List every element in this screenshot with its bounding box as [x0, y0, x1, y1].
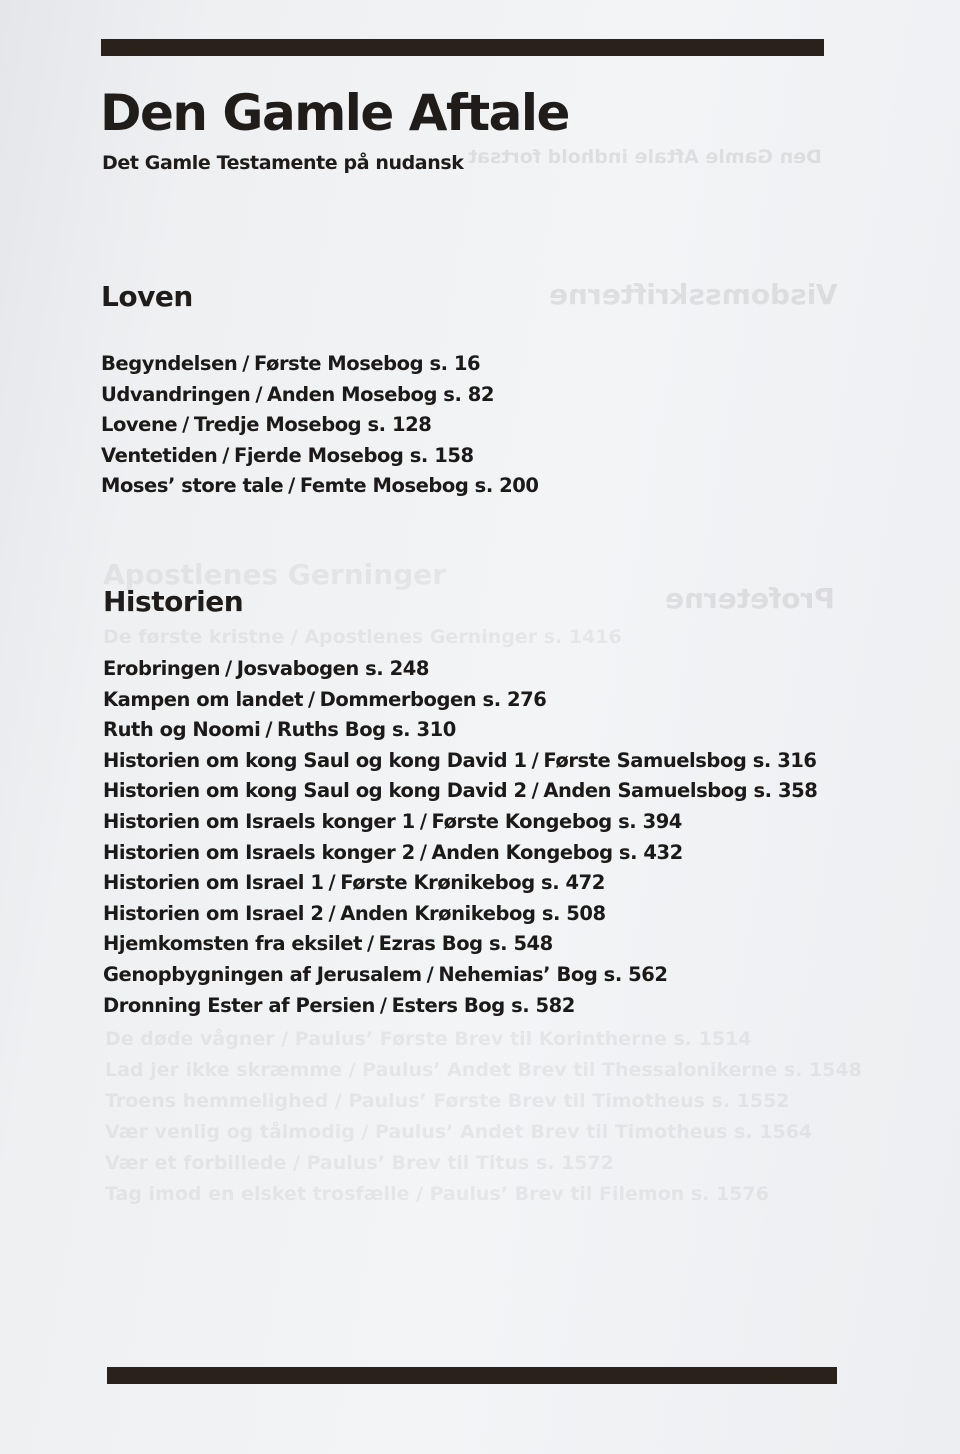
toc-entry — [101, 471, 538, 502]
show-through-subtitle: Den Gamle Aftale indhold fortsat — [468, 146, 822, 168]
entry-name: Begyndelsen — [101, 352, 238, 375]
separator: / — [242, 352, 249, 375]
entry-book: Anden Samuelsbog s. 358 — [543, 779, 818, 803]
entry-name: Udvandringen — [101, 382, 251, 406]
entry-book: Nehemias’ Bog s. 562 — [438, 962, 668, 986]
toc-entry — [103, 776, 817, 807]
document-subtitle: Det Gamle Testamente på nudansk — [102, 152, 464, 174]
separator: / — [419, 809, 427, 833]
entry-book: Femte Mosebog s. 200 — [299, 474, 539, 498]
entry-book: Josvabogen s. 248 — [236, 657, 429, 680]
entry-name: Hjemkomsten fra eksilet — [103, 932, 362, 956]
entry-name: Erobringen — [103, 657, 221, 680]
entry-book: Esters Bog s. 582 — [391, 993, 575, 1017]
entry-book: Anden Krønikebog s. 508 — [340, 901, 606, 925]
show-through-heading: Apostlenes Gerninger — [103, 558, 447, 591]
show-through-line: Vær et forbillede / Paulus’ Brev til Titus s. 1572 — [105, 1152, 614, 1174]
show-through-heading: Visdomsskrifterne — [549, 278, 838, 311]
toc-entry — [103, 685, 817, 716]
top-rule — [101, 39, 824, 56]
separator: / — [531, 748, 539, 772]
show-through-heading: Profeterne — [665, 582, 835, 615]
toc-list-loven — [101, 349, 538, 502]
toc-entry — [103, 899, 817, 930]
toc-entry — [103, 868, 817, 899]
entry-book: Ezras Bog s. 548 — [378, 932, 553, 956]
show-through-line: De første kristne / Apostlenes Gerninger s. 1416 — [103, 626, 622, 648]
separator: / — [379, 993, 387, 1017]
section-heading-historien: Historien — [103, 585, 244, 618]
show-through-line: De døde vågner / Paulus’ Første Brev til Korintherne s. 1514 — [105, 1028, 752, 1050]
toc-entry — [103, 929, 817, 960]
entry-book: Første Krønikebog s. 472 — [340, 871, 605, 895]
show-through-line: Troens hemmelighed / Paulus’ Første Brev til Timotheus s. 1552 — [105, 1090, 790, 1112]
entry-name: Genopbygningen af Jerusalem — [103, 962, 422, 986]
entry-book: Første Kongebog s. 394 — [431, 809, 682, 833]
entry-book: Ruths Bog s. 310 — [277, 718, 456, 742]
entry-book: Første Samuelsbog s. 316 — [543, 748, 817, 772]
separator: / — [307, 687, 315, 711]
toc-entry — [103, 838, 817, 869]
entry-book: Dommerbogen s. 276 — [319, 687, 547, 711]
toc-entry — [101, 410, 538, 441]
toc-entry — [103, 746, 817, 777]
entry-name: Ruth og Noomi — [103, 718, 261, 742]
section-heading-loven: Loven — [101, 280, 193, 313]
entry-name: Ventetiden — [101, 443, 218, 467]
entry-book: Tredje Mosebog s. 128 — [193, 413, 432, 437]
entry-name: Historien om Israel 1 — [103, 871, 324, 895]
document-title: Den Gamle Aftale — [100, 84, 569, 142]
entry-name: Historien om Israels konger 2 — [103, 840, 415, 864]
entry-name: Moses’ store tale — [101, 474, 284, 498]
separator: / — [531, 779, 539, 803]
toc-entry — [101, 441, 538, 472]
toc-entry — [101, 380, 538, 411]
toc-entry — [103, 807, 817, 838]
separator: / — [255, 382, 263, 406]
entry-name: Dronning Ester af Persien — [103, 993, 375, 1017]
separator: / — [222, 443, 229, 467]
separator: / — [225, 657, 232, 680]
show-through-line: Lad jer ikke skræmme / Paulus’ Andet Brev til Thessalonikerne s. 1548 — [105, 1059, 862, 1081]
bottom-rule — [107, 1367, 837, 1384]
toc-list-historien — [103, 654, 817, 1021]
separator: / — [182, 413, 189, 437]
separator: / — [265, 718, 272, 742]
separator: / — [328, 871, 336, 895]
separator: / — [419, 840, 427, 864]
toc-entry — [103, 715, 817, 746]
entry-name: Lovene — [101, 413, 178, 437]
entry-name: Historien om kong Saul og kong David 1 — [103, 748, 527, 772]
entry-name: Kampen om landet — [103, 687, 303, 711]
show-through-line: Tag imod en elsket trosfælle / Paulus’ Brev til Filemon s. 1576 — [105, 1183, 769, 1205]
toc-entry — [101, 349, 538, 380]
separator: / — [366, 932, 374, 956]
entry-book: Anden Kongebog s. 432 — [431, 840, 683, 864]
toc-entry — [103, 960, 817, 991]
separator: / — [328, 901, 336, 925]
entry-name: Historien om Israels konger 1 — [103, 809, 415, 833]
entry-book: Fjerde Mosebog s. 158 — [233, 443, 474, 467]
show-through-line: Vær venlig og tålmodig / Paulus’ Andet Brev til Timotheus s. 1564 — [105, 1121, 813, 1143]
entry-name: Historien om kong Saul og kong David 2 — [103, 779, 527, 803]
toc-entry — [103, 991, 817, 1022]
entry-name: Historien om Israel 2 — [103, 901, 324, 925]
entry-book: Anden Mosebog s. 82 — [267, 382, 495, 406]
separator: / — [288, 474, 295, 498]
separator: / — [426, 962, 434, 986]
toc-entry — [103, 654, 817, 685]
entry-book: Første Mosebog s. 16 — [253, 352, 481, 375]
